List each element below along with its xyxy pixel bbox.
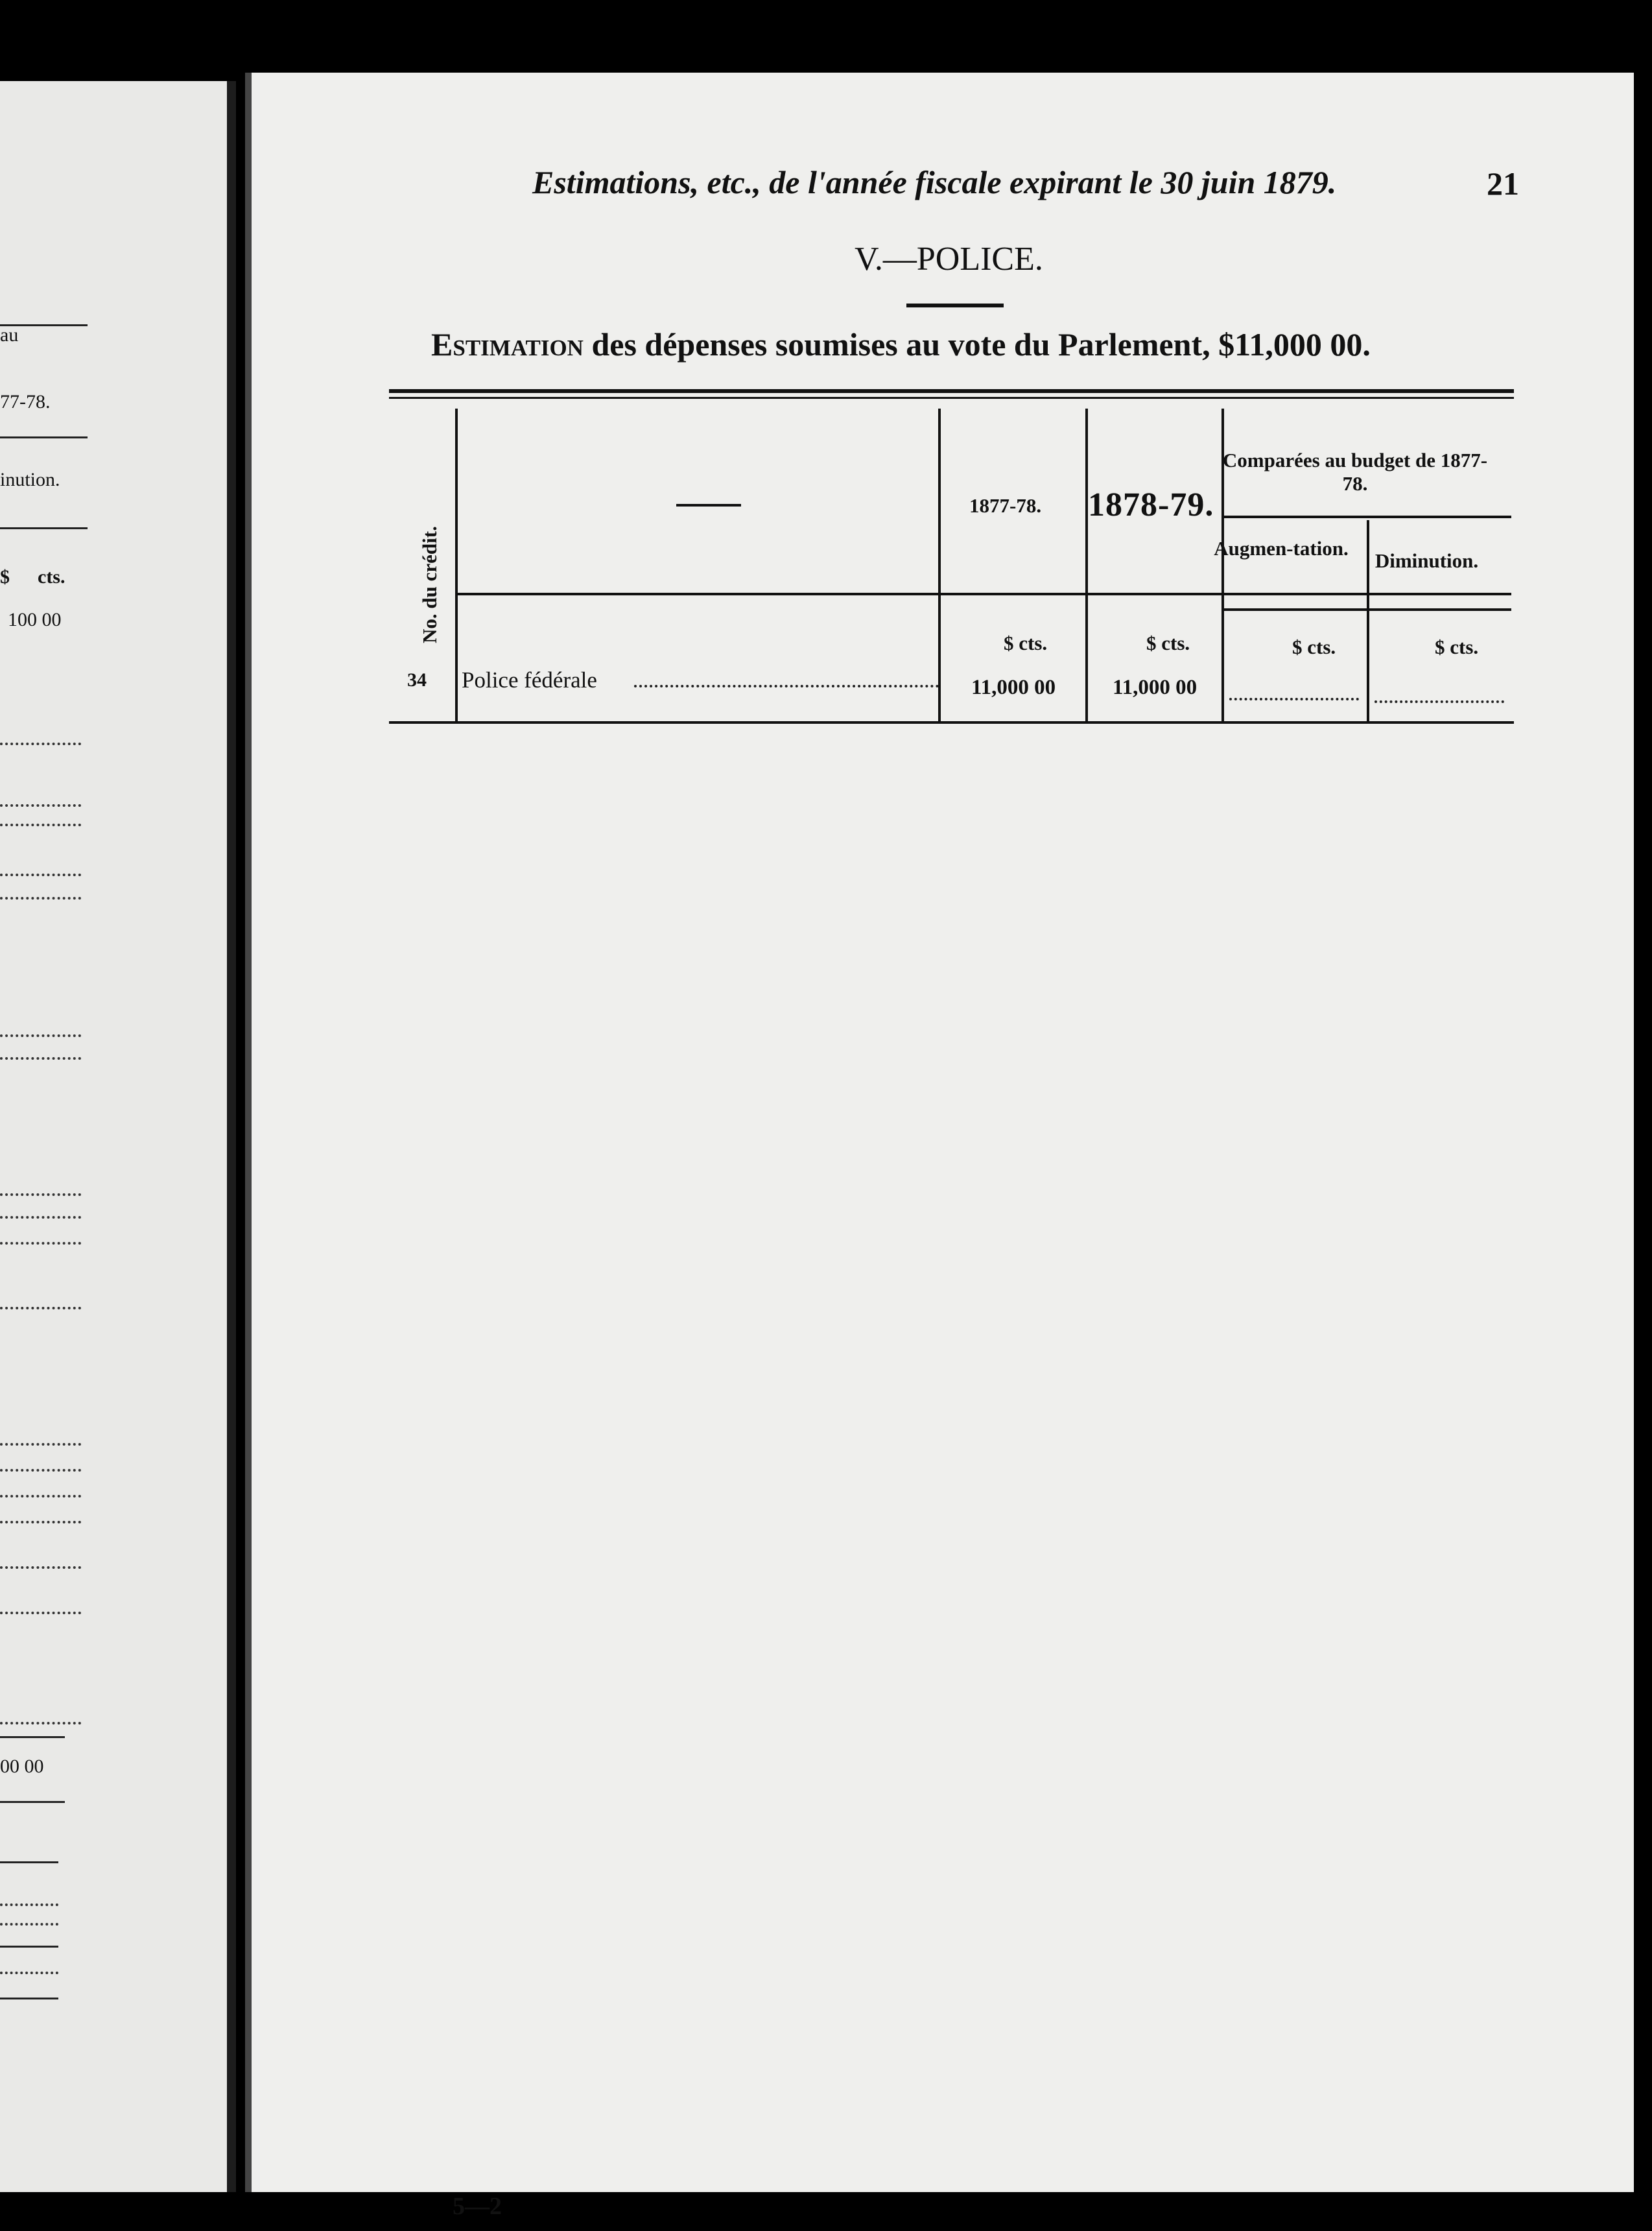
page-number: 21: [1487, 165, 1519, 202]
col-divider: [938, 409, 941, 721]
left-page-leader: [0, 897, 81, 900]
left-page-rule: [0, 1736, 65, 1738]
header-1877-78: 1877-78.: [969, 494, 1042, 517]
row-credit-no: 34: [407, 669, 427, 691]
header-1878-79: 1878-79.: [1088, 486, 1214, 523]
left-page-leader: [0, 1903, 58, 1906]
header-diminution: Diminution.: [1375, 549, 1479, 572]
header-dash: [676, 504, 741, 507]
left-page-rule: [0, 527, 88, 529]
col-divider: [1085, 409, 1088, 721]
left-page-leader: [0, 1612, 81, 1614]
left-page-amount: 100 00: [8, 609, 62, 630]
left-page-rule: [0, 1801, 65, 1803]
section-rule: [906, 304, 1004, 307]
compared-sub-rule: [1223, 516, 1511, 518]
left-page-header-fragment: inution.: [0, 469, 60, 490]
header-credit-no: No. du crédit.: [418, 526, 441, 643]
row-label: Police fédérale: [462, 667, 597, 693]
row-leader-dots: [634, 685, 939, 687]
left-page-leader: [0, 1193, 81, 1196]
units-1878: $ cts.: [1146, 632, 1190, 654]
left-page-leader: [0, 1566, 81, 1569]
left-page-rule: [0, 1946, 58, 1948]
document-page: [245, 73, 1634, 2220]
row-diminution-empty: [1375, 700, 1504, 703]
running-head: Estimations, etc., de l'année fiscale expirant le 30 juin 1879.: [532, 164, 1337, 200]
left-page-leader: [0, 1034, 81, 1037]
units-augmentation: $ cts.: [1292, 636, 1336, 658]
left-page-leader: [0, 1495, 81, 1497]
estimate-lead: Estimation: [431, 326, 584, 363]
table-top-rule-thick: [389, 389, 1514, 393]
left-page-leader: [0, 824, 81, 826]
left-page-leader: [0, 1923, 58, 1926]
table-bottom-rule: [389, 721, 1514, 724]
left-page-rule: [0, 436, 88, 438]
left-page-leader: [0, 1443, 81, 1446]
left-page-leader: [0, 1972, 58, 1974]
left-page-header-fragment: au: [0, 324, 19, 346]
left-page-units-cts: cts.: [38, 566, 65, 588]
left-page-leader: [0, 1242, 81, 1245]
section-title: V.—POLICE.: [855, 241, 1043, 278]
row-value-1878: 11,000 00: [1113, 676, 1198, 699]
left-page-leader: [0, 1469, 81, 1472]
row-value-1877: 11,000 00: [971, 676, 1056, 699]
left-page-rule: [0, 1861, 58, 1863]
folio-signature: 5—2: [453, 2193, 502, 2220]
row-augmentation-empty: [1229, 698, 1359, 700]
left-page-leader: [0, 1722, 81, 1724]
estimate-text: des dépenses soumises au vote du Parlement, $11,000 00.: [583, 326, 1371, 363]
previous-page: [0, 81, 236, 2192]
header-bottom-rule: [456, 593, 1511, 595]
left-page-leader: [0, 1307, 81, 1309]
estimate-line: [431, 326, 1371, 363]
header-compared: Comparées au budget de 1877-78.: [1222, 449, 1488, 495]
table-top-rule-thin: [389, 397, 1514, 399]
header-augmentation: Augmen-tation.: [1214, 537, 1349, 560]
left-page-header-fragment: 77-78.: [0, 391, 51, 412]
left-page-leader: [0, 1216, 81, 1219]
left-page-amount: 00 00: [0, 1756, 44, 1777]
left-page-rule: [0, 1998, 58, 1999]
left-page-leader: [0, 743, 81, 745]
col-divider: [455, 409, 458, 721]
units-diminution: $ cts.: [1435, 636, 1479, 658]
left-page-leader: [0, 804, 81, 807]
left-page-leader: [0, 1521, 81, 1523]
left-page-units-dollar: $: [0, 566, 10, 588]
left-page-leader: [0, 874, 81, 876]
header-bottom-rule: [1223, 608, 1511, 611]
left-page-leader: [0, 1057, 81, 1060]
units-1877: $ cts.: [1004, 632, 1048, 654]
